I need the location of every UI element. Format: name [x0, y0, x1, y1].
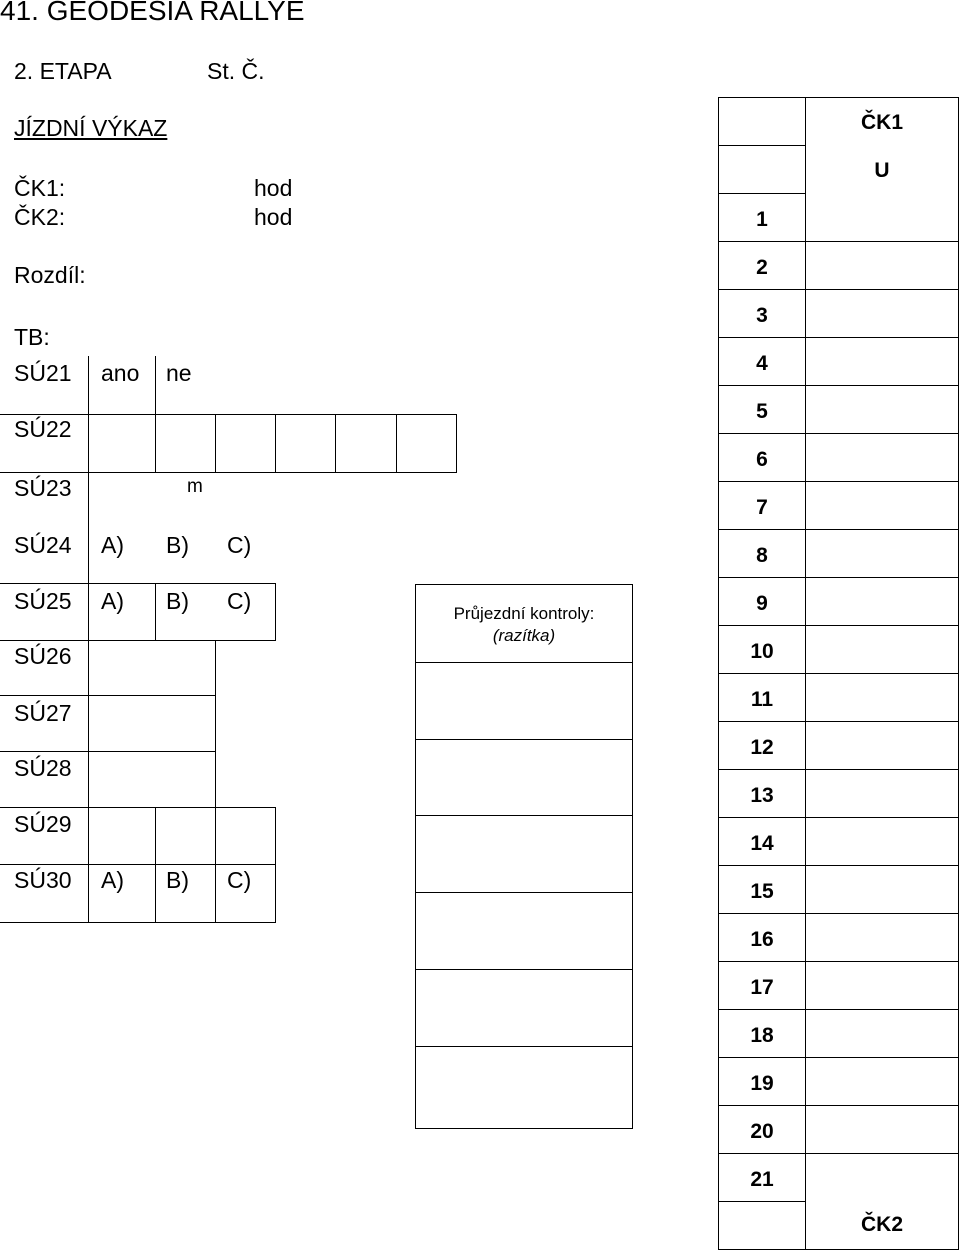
- etapa-label: 2. ETAPA: [14, 58, 112, 84]
- checkpoint-number: 11: [750, 688, 774, 711]
- checkpoint-number: 14: [750, 832, 774, 855]
- report-title: JÍZDNÍ VÝKAZ: [14, 115, 168, 141]
- passage-controls-subtitle: (razítka): [492, 626, 556, 645]
- su21-ano[interactable]: ano: [101, 360, 140, 386]
- checkpoint-number: 5: [756, 400, 768, 423]
- su29-label: SÚ29: [14, 811, 72, 837]
- checkpoint-number: 6: [756, 448, 768, 471]
- su24-option-c[interactable]: C): [227, 532, 252, 558]
- checkpoint-number: 2: [756, 256, 768, 279]
- checkpoint-number: 12: [750, 736, 774, 759]
- ck1-label: ČK1:: [14, 175, 66, 201]
- ck2-column-footer: ČK2: [860, 1213, 903, 1236]
- rozdil-label: Rozdíl:: [14, 262, 86, 288]
- su23-unit: m: [187, 476, 203, 497]
- checkpoint-number: 20: [750, 1120, 774, 1143]
- su26-label: SÚ26: [14, 643, 72, 669]
- ck1-column-header: ČK1: [860, 111, 903, 134]
- checkpoint-number: 18: [750, 1024, 774, 1047]
- su25-option-c[interactable]: C): [227, 588, 252, 614]
- ck2-hod: hod: [254, 204, 293, 230]
- su24-option-a[interactable]: A): [101, 532, 124, 558]
- su30-option-b[interactable]: B): [166, 867, 189, 893]
- checkpoint-number: 4: [756, 352, 768, 375]
- su30-option-c[interactable]: C): [227, 867, 252, 893]
- su23-label: SÚ23: [14, 475, 72, 501]
- su30-option-a[interactable]: A): [101, 867, 124, 893]
- checkpoint-number: 7: [756, 496, 768, 519]
- checkpoint-number: 13: [750, 784, 774, 807]
- checkpoint-number: 1: [756, 208, 768, 231]
- su21-label: SÚ21: [14, 360, 72, 386]
- ck2-label: ČK2:: [14, 204, 66, 230]
- su28-label: SÚ28: [14, 755, 72, 781]
- u-column-header: U: [874, 159, 890, 182]
- su24-option-b[interactable]: B): [166, 532, 189, 558]
- su25-option-a[interactable]: A): [101, 588, 124, 614]
- checkpoint-number: 16: [750, 928, 774, 951]
- checkpoint-number: 15: [750, 880, 774, 903]
- checkpoint-number: 17: [750, 976, 774, 999]
- checkpoint-number: 19: [750, 1072, 774, 1095]
- su21-ne[interactable]: ne: [166, 360, 192, 386]
- su25-label: SÚ25: [14, 588, 72, 614]
- su24-label: SÚ24: [14, 532, 72, 558]
- tb-label: TB:: [14, 324, 50, 350]
- rally-title: 41. GEODESIA RALLYE: [0, 0, 305, 26]
- station-label: St. Č.: [207, 58, 265, 84]
- su22-label: SÚ22: [14, 416, 72, 442]
- checkpoint-number: 21: [750, 1168, 774, 1191]
- ck1-hod: hod: [254, 175, 293, 201]
- passage-controls-title: Průjezdní kontroly:: [453, 604, 595, 623]
- checkpoint-number: 10: [750, 640, 774, 663]
- su25-option-b[interactable]: B): [166, 588, 189, 614]
- checkpoint-number: 8: [756, 544, 768, 567]
- checkpoint-number: 9: [756, 592, 768, 615]
- su30-label: SÚ30: [14, 867, 72, 893]
- su27-label: SÚ27: [14, 700, 72, 726]
- checkpoint-number: 3: [756, 304, 768, 327]
